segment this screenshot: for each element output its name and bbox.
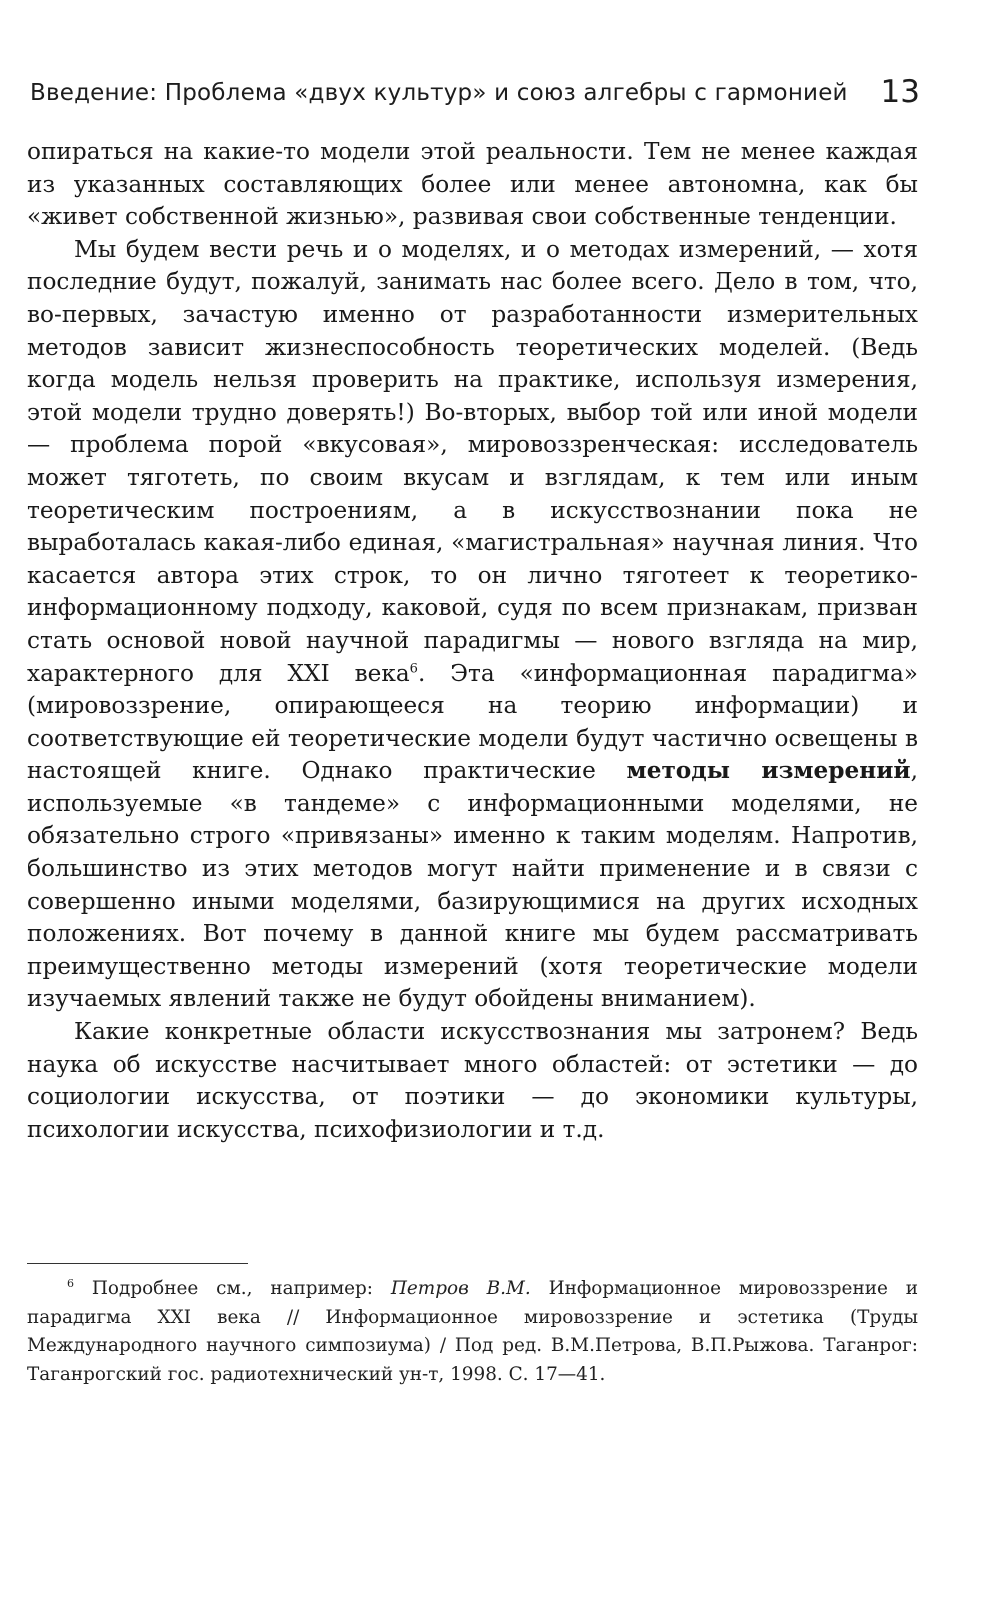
page-number: 13: [880, 74, 920, 110]
chapter-title: Введение: Проблема «двух культур» и союз алгебры с гармонией: [30, 80, 848, 106]
paragraph-2-text-a: Мы будем вести речь и о моделях, и о методах измерений, — хотя последние будут, пожалуй, занимать нас более всего. Дело в том, что, во-первых, зачастую именно от разработанности измерительных методов зависит жизнеспособность теоретических моделей. (Ведь когда модель нельзя проверить на практике, используя измерения, этой модели трудно доверять!) Во-вторых, выбор той или иной модели — проблема порой «вкусовая», мировоззренческая: исследователь может тяготеть, по своим вкусам и взглядам, к тем или иным теоретическим построениям, а в искусствознании пока не выработалась какая-либо единая, «магистральная» научная линия. Что касается автора этих строк, то он лично тяготеет к теоретико-информационному подходу, каковой, судя по всем признакам, призван стать основой новой научной парадигмы — нового взгляда на мир, характерного для XXI века: [27, 235, 918, 687]
paragraph-2: [27, 234, 918, 1016]
main-text: [27, 136, 918, 1146]
paragraph-1: опираться на какие-то модели этой реальности. Тем не менее каждая из указанных составляющих более или менее автономна, как бы «живет собственной жизнью», развивая свои собственные тенденции.: [27, 138, 918, 231]
footnote: [27, 1275, 918, 1389]
footnote-author: Петров В.М.: [390, 1278, 531, 1299]
paragraph-3: Какие конкретные области искусствознания мы затронем? Ведь наука об искусстве насчитывает много областей: от эстетики — до социологии искусства, от поэтики — до экономики культуры, психологии искусства, психофизиологии и т.д.: [27, 1018, 918, 1143]
paragraph-2-text-c: , используемые «в тандеме» с информационными моделями, не обязательно строго «привязаны» именно к таким моделям. Напротив, большинство из этих методов могут найти применение и в связи с совершенно иными моделями, базирующимися на других исходных положениях. Вот почему в данной книге мы будем рассматривать преимущественно методы измерений (хотя теоретические модели изучаемых явлений также не будут обойдены вниманием).: [27, 757, 918, 1013]
footnote-divider: [27, 1263, 248, 1264]
footnote-citation: Информационное мировоззрение и парадигма XXI века // Информационное мировоззрение и эстетика (Труды Международного научного симпозиума) / Под ред. В.М.Петрова, В.П.Рыжова. Таганрог: Таганрогский гос. радиотехнический ун-т, 1998. С. 17—41.: [27, 1278, 918, 1385]
paragraph-2-text-b: . Эта «информационная парадигма» (мировоззрение, опирающееся на теорию информации) и соответствующие ей теоретические модели будут частично освещены в настоящей книге. Однако практические: [27, 659, 918, 785]
running-header: [30, 74, 920, 114]
footnote-lead: Подробнее см., например:: [91, 1278, 391, 1299]
footnote-reference: 6: [409, 660, 418, 676]
bold-term: методы измерений: [626, 757, 911, 785]
footnote-mark: 6: [67, 1276, 74, 1290]
